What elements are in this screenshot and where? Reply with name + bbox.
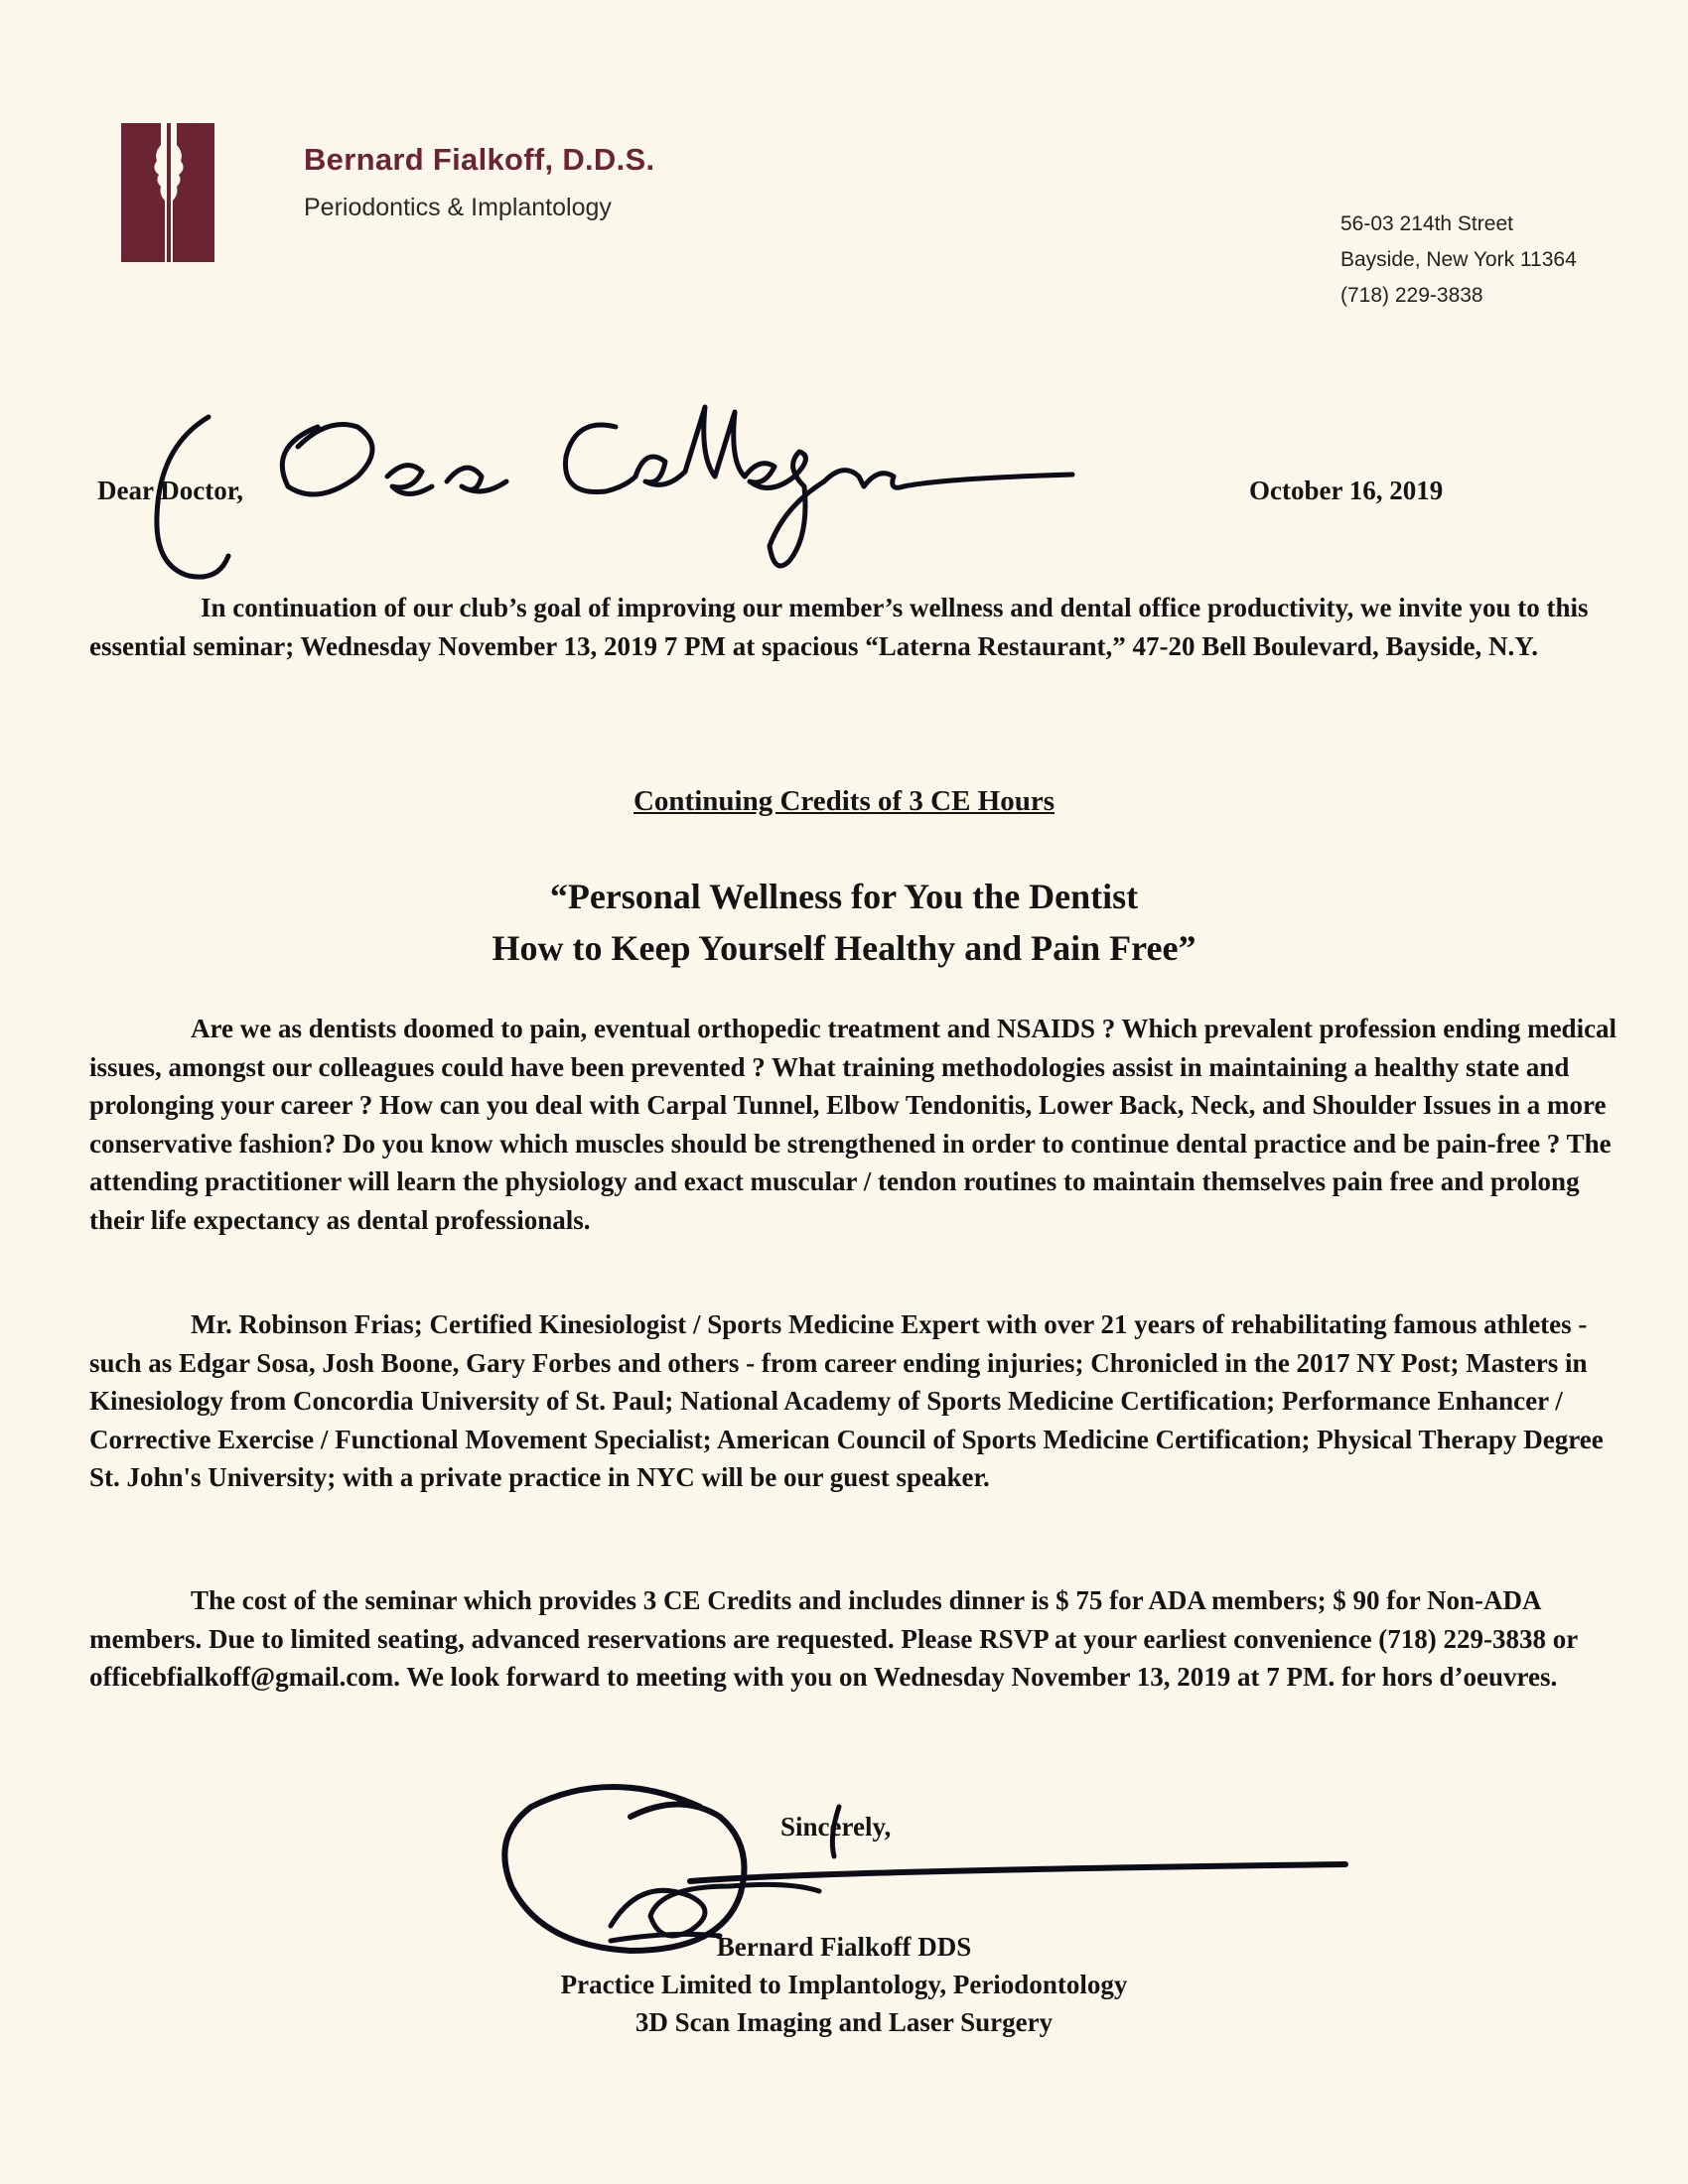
seminar-title [0, 871, 1688, 974]
letter-date: October 16, 2019 [1249, 476, 1444, 505]
address-street: 56-03 214th Street [1340, 212, 1513, 235]
signer-services: 3D Scan Imaging and Laser Surgery [634, 2007, 1054, 2037]
seminar-title-line-1: “Personal Wellness for You the Dentist [549, 877, 1139, 916]
speaker-bio-paragraph: Mr. Robinson Frias; Certified Kinesiologist / Sports Medicine Expert with over 21 years of rehabilitating famous athletes - such as Edgar Sosa, Josh Boone, Gary Forbes and others - from career ending injuries; Chronicled in the 2017 NY Post; Masters in Kinesiology from Concordia University of St. Paul; National Academy of Sports Medicine Certification; Performance Enhancer / Corrective Exercise / Functional Movement Specialist; American Council of Sports Medicine Certification; Physical Therapy Degree St. John's University; with a private practice in NYC will be our guest speaker. [89, 1309, 1604, 1492]
closing: Sincerely, [780, 1812, 892, 1842]
seminar-title-line-2: How to Keep Yourself Healthy and Pain Free” [492, 928, 1196, 968]
seminar-description-paragraph: Are we as dentists doomed to pain, eventual orthopedic treatment and NSAIDS ? Which prevalent profession ending medical issues, amongst our colleagues could have been prevented ? What training methodologies assist in maintaining a healthy state and prolonging your career ? How can you deal with Carpal Tunnel, Elbow Tendonitis, Lower Back, Neck, and Shoulder Issues in a more conservative fashion? Do you know which muscles should be strengthened in order to continue dental practice and be pain-free ? The attending practitioner will learn the physiology and exact muscular / tendon routines to maintain themselves pain free and prolong their life expectancy as dental professionals. [89, 1014, 1618, 1235]
letterhead-address [1340, 206, 1577, 314]
signature-block [496, 1928, 1192, 2041]
intro-paragraph: In continuation of our club’s goal of improving our member’s wellness and dental office productivity, we invite you to this essential seminar; Wednesday November 13, 2019 7 PM at spacious “Laterna Restaurant,” 47-20 Bell Boulevard, Bayside, N.Y. [89, 593, 1589, 661]
salutation: Dear Doctor, [97, 476, 243, 505]
ce-credits-heading: Continuing Credits of 3 CE Hours [633, 785, 1055, 817]
letterhead-specialty: Periodontics & Implantology [304, 194, 612, 221]
address-phone: (718) 229-3838 [1340, 284, 1483, 307]
letterhead-name: Bernard Fialkoff, D.D.S. [304, 142, 655, 177]
cost-rsvp-paragraph: The cost of the seminar which provides 3 CE Credits and includes dinner is $ 75 for ADA members; $ 90 for Non-ADA members. Due to limited seating, advanced reservations are requested. Please RSVP at your earliest convenience (718) 229-3838 or officebfialkoff@gmail.com. We look forward to meeting with you on Wednesday November 13, 2019 at 7 PM. for hors d’oeuvres. [89, 1585, 1578, 1692]
signer-name: Bernard Fialkoff DDS [716, 1932, 972, 1962]
signer-practice: Practice Limited to Implantology, Periodontology [560, 1970, 1128, 1999]
address-city: Bayside, New York 11364 [1340, 248, 1577, 271]
practice-logo-icon [121, 123, 214, 262]
handwritten-note-signature [149, 387, 1082, 615]
